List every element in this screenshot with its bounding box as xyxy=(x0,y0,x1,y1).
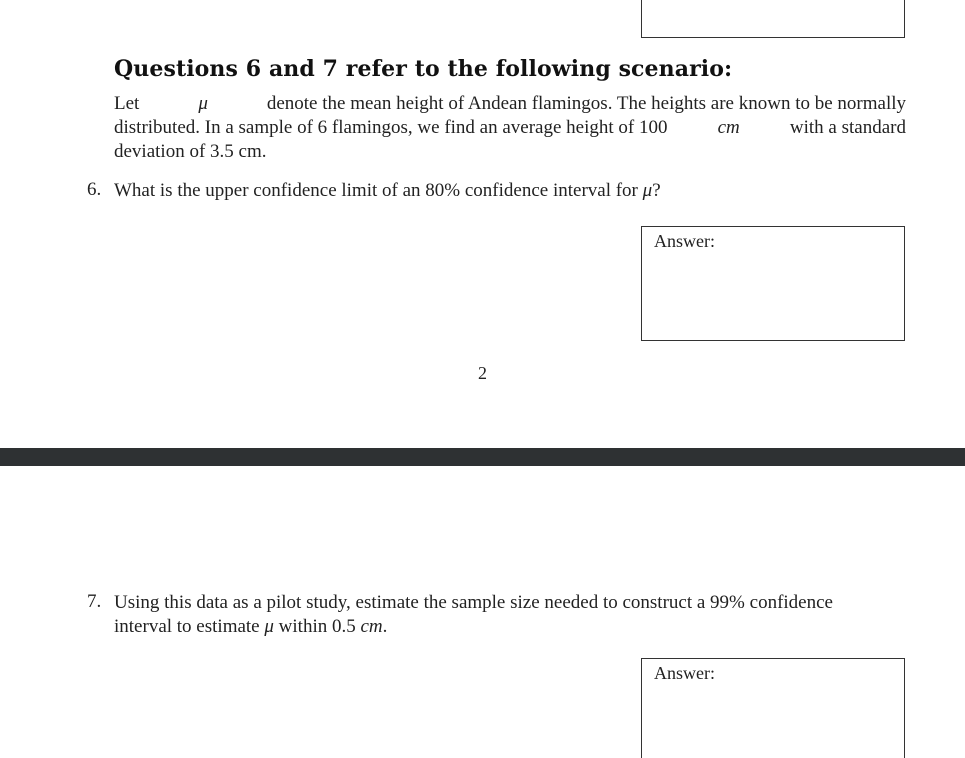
unit-cm: cm xyxy=(717,117,740,138)
mu-symbol: μ xyxy=(642,180,653,201)
unit-cm: cm xyxy=(360,616,383,637)
question-6-answer-box[interactable] xyxy=(641,226,905,341)
scenario-line-2-rest: with a standard xyxy=(789,117,906,138)
page-number: 2 xyxy=(478,363,487,383)
scenario-line-1-rest: denote the mean height of Andean flamingos. The heights are known to be normally xyxy=(266,93,906,114)
question-6-text-before: What is the upper confidence limit of an 80% confidence interval for xyxy=(114,180,643,201)
question-6-text xyxy=(114,179,906,203)
scenario-line-2 xyxy=(114,116,906,140)
question-7-answer-label: Answer: xyxy=(654,663,715,683)
question-7-line-2-before: interval to estimate xyxy=(114,616,265,637)
question-6-number: 6. xyxy=(87,179,102,200)
scenario-line-1 xyxy=(114,92,906,116)
mu-symbol: μ xyxy=(264,616,274,637)
question-6-text-after: ? xyxy=(652,180,661,201)
question-6-answer-label: Answer: xyxy=(654,231,715,251)
question-7-number: 7. xyxy=(87,591,102,612)
question-7-line-1: Using this data as a pilot study, estimate the sample size needed to construct a 99% confidence xyxy=(114,592,833,613)
question-7-line-2 xyxy=(114,615,906,639)
scenario-paragraph xyxy=(114,92,906,164)
previous-answer-box[interactable] xyxy=(641,0,905,38)
page-separator xyxy=(0,448,965,466)
question-7-text xyxy=(114,591,906,639)
mu-symbol: μ xyxy=(198,93,208,114)
scenario-line-1-start: Let xyxy=(114,93,140,114)
scenario-line-2-start: distributed. In a sample of 6 flamingos, we find an average height of 100 xyxy=(114,117,668,138)
question-7-line-2-middle: within 0.5 xyxy=(273,616,361,637)
question-7-answer-box[interactable] xyxy=(641,658,905,758)
page-3 xyxy=(0,466,965,741)
scenario-line-3: deviation of 3.5 cm. xyxy=(114,141,267,162)
scenario-heading: Questions 6 and 7 refer to the following scenario: xyxy=(114,56,733,82)
question-7-line-2-after: . xyxy=(382,616,388,637)
